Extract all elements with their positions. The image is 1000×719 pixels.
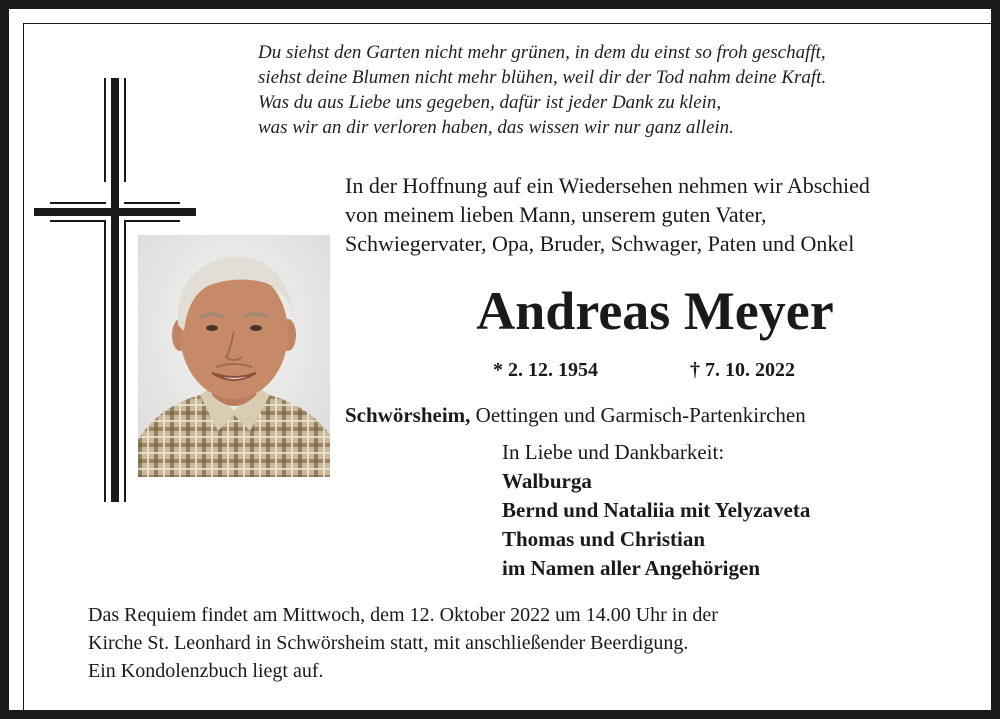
deceased-name: Andreas Meyer [476, 281, 834, 341]
mourner-name: Thomas und Christian [502, 527, 706, 551]
death-date: † 7. 10. 2022 [690, 359, 795, 381]
other-places: Oettingen und Garmisch-Partenkirchen [470, 403, 806, 427]
poem-line: siehst deine Blumen nicht mehr blühen, weil dir der Tod nahm deine Kraft. [258, 67, 827, 88]
mourner-name: Bernd und Nataliia mit Yelyzaveta [502, 498, 811, 522]
portrait-illustration [138, 235, 330, 477]
portrait-photo [138, 235, 330, 477]
intro-line: von meinem lieben Mann, unserem guten Vater, [345, 202, 767, 227]
service-line: Ein Kondolenzbuch liegt auf. [88, 660, 324, 682]
farewell-intro [345, 171, 985, 258]
birth-date: * 2. 12. 1954 [493, 359, 598, 381]
mourner-name: Walburga [502, 469, 592, 493]
poem-line: Du siehst den Garten nicht mehr grünen, in dem du einst so froh geschafft, [258, 42, 826, 63]
service-line: Kirche St. Leonhard in Schwörsheim statt, mit anschließender Beerdigung. [88, 632, 689, 654]
intro-line: In der Hoffnung auf ein Wiedersehen nehmen wir Abschied [345, 173, 870, 198]
mourners-heading: In Liebe und Dankbarkeit: [502, 440, 725, 464]
memorial-poem [258, 40, 958, 140]
mourners-block [502, 438, 810, 583]
mourner-name: im Namen aller Angehörigen [502, 556, 761, 580]
service-line: Das Requiem findet am Mittwoch, dem 12. Oktober 2022 um 14.00 Uhr in der [88, 604, 718, 626]
poem-line: was wir an dir verloren haben, das wissen wir nur ganz allein. [258, 117, 734, 138]
places-line [345, 401, 806, 429]
home-town: Schwörsheim, [345, 403, 471, 427]
intro-line: Schwiegervater, Opa, Bruder, Schwager, Paten und Onkel [345, 231, 855, 256]
service-announcement [88, 601, 968, 685]
poem-line: Was du aus Liebe uns gegeben, dafür ist jeder Dank zu klein, [258, 92, 722, 113]
